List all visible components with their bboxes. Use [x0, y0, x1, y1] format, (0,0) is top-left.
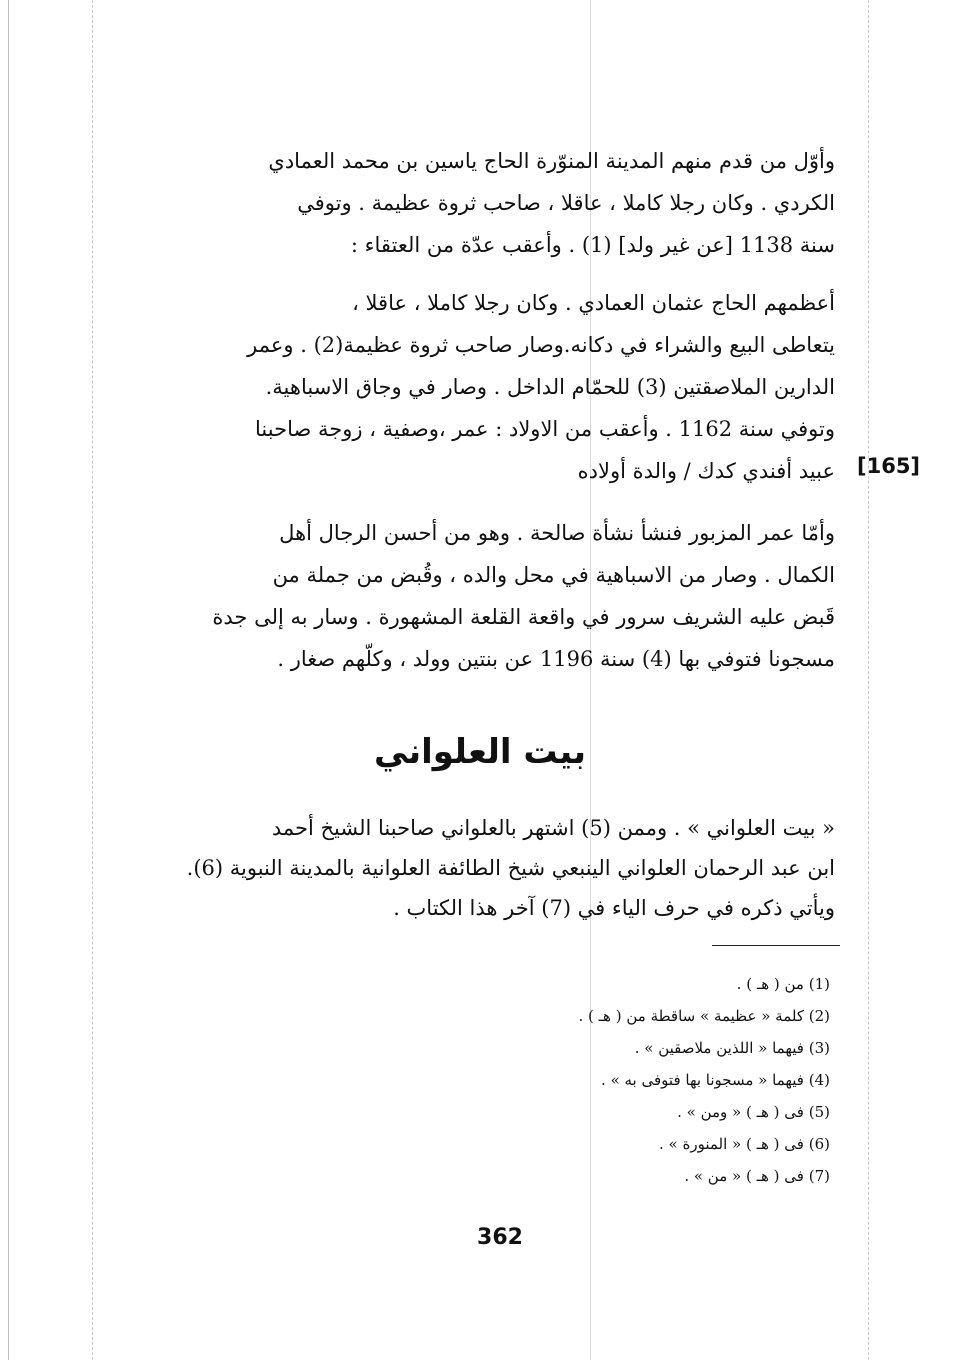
text-line: يتعاطى البيع والشراء في دكانه.وصار صاحب ثروة عظيمة(2) . وعمر [247, 333, 835, 357]
text-line: سنة 1138 [عن غير ولد] (1) . وأعقب عدّة من العتقاء : [350, 233, 835, 257]
text-line: وتوفي سنة 1162 . وأعقب من الاولاد : عمر ،وصفية ، زوجة صاحبنا [255, 417, 835, 441]
footnote-item: (7) فى ( هـ ) « من » . [684, 1167, 830, 1185]
margin-page-marker: [165] [857, 454, 921, 478]
footnotes [410, 968, 830, 1192]
footnote-item: (6) فى ( هـ ) « المنورة » . [659, 1135, 830, 1153]
text-line: وأمّا عمر المزبور فنشأ نشأة صالحة . وهو من أحسن الرجال أهل [279, 521, 835, 545]
text-line: ابن عبد الرحمان العلواني الينبعي شيخ الطائفة العلوانية بالمدينة النبوية (6). [186, 856, 835, 880]
footnote-item: (1) من ( هـ ) . [736, 975, 830, 993]
text-line: أعظمهم الحاج عثمان العمادي . وكان رجلا كاملا ، عاقلا ، [352, 291, 835, 315]
scan-edge-line [8, 0, 9, 1360]
paragraph-umar [155, 512, 835, 680]
text-line: الدارين الملاصقتين (3) للحمّام الداخل . وصار في وجاق الاسباهية. [265, 375, 835, 399]
page-number: 362 [477, 1225, 523, 1250]
paragraph-alwani [155, 808, 835, 928]
scan-fold-line-left [92, 0, 93, 1360]
text-line: الكمال . وصار من الاسباهية في محل والده ، وقُبض من جملة من [272, 563, 835, 587]
paragraph-uthman [155, 282, 835, 492]
text-line: « بيت العلواني » . وممن (5) اشتهر بالعلواني صاحبنا الشيخ أحمد [271, 816, 835, 840]
text-line: قَبض عليه الشريف سرور في واقعة القلعة المشهورة . وسار به إلى جدة [212, 605, 835, 629]
footnote-item: (2) كلمة « عظيمة » ساقطة من ( هـ ) . [578, 1007, 830, 1025]
footnote-separator [712, 945, 840, 946]
footnote-item: (5) فى ( هـ ) « ومن » . [677, 1103, 830, 1121]
section-heading: بيت العلواني [373, 732, 587, 772]
text-line: مسجونا فتوفي بها (4) سنة 1196 عن بنتين وولد ، وكلّهم صغار . [277, 647, 835, 671]
text-line: وأوّل من قدم منهم المدينة المنوّرة الحاج ياسين بن محمد العمادي [268, 149, 835, 173]
paragraph-yasin [155, 140, 835, 266]
text-line: عبيد أفندي كدك / والدة أولاده [577, 459, 835, 483]
text-line: الكردي . وكان رجلا كاملا ، عاقلا ، صاحب ثروة عظيمة . وتوفي [297, 191, 835, 215]
scan-fold-line-right [868, 0, 869, 1360]
text-line: ويأتي ذكره في حرف الياء في (7) آخر هذا الكتاب . [393, 896, 835, 920]
footnote-item: (3) فيهما « اللذين ملاصقين » . [634, 1039, 830, 1057]
footnote-item: (4) فيهما « مسجونا بها فتوفى به » . [601, 1071, 830, 1089]
